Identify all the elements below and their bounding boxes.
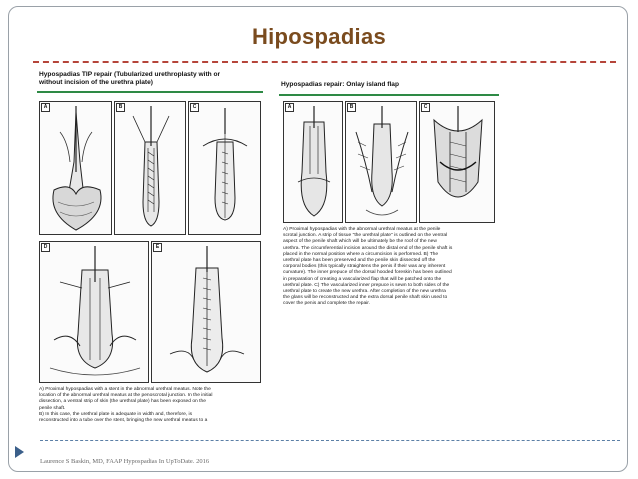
triangle-bullet-icon bbox=[15, 446, 24, 458]
tip-figure-title bbox=[39, 71, 220, 87]
tip-panel-a bbox=[39, 101, 112, 235]
tip-panel-d bbox=[39, 241, 149, 383]
tip-illustration-a bbox=[40, 102, 112, 235]
tip-caption-line4: penile shaft. bbox=[39, 405, 66, 411]
panel-label-a: A bbox=[41, 103, 50, 112]
onlay-caption-line13: cover the penis and complete the repair. bbox=[283, 301, 370, 307]
onlay-illustration-c bbox=[420, 102, 495, 223]
tip-caption-line6: reconstructed into a tube over the stent, bringing the new urethral meatus to a bbox=[39, 418, 208, 424]
onlay-caption-line5: placed in the normal position where a circumcision is performed. B) The bbox=[283, 251, 439, 257]
tip-panel-e bbox=[151, 241, 261, 383]
onlay-illustration-a bbox=[284, 102, 343, 223]
tip-figure-accent-bar bbox=[37, 91, 263, 93]
panel-label-d: D bbox=[41, 243, 50, 252]
tip-caption-line5: B) In this case, the urethral plate is adequate in width and, therefore, is bbox=[39, 411, 193, 417]
tip-caption-line3: dissection, a ventral strip of skin (the urethral plate) has been exposed on the bbox=[39, 399, 206, 405]
onlay-figure-accent-bar bbox=[279, 94, 499, 96]
onlay-flap-figure bbox=[279, 79, 499, 351]
onlay-illustration-b bbox=[346, 102, 417, 223]
onlay-figure-caption bbox=[283, 227, 497, 308]
onlay-caption-line12: the glans will be reconstructed and the extra dorsal penile shaft skin used to bbox=[283, 295, 448, 301]
onlay-caption-line3: aspect of the penile shaft which will be ultimately be the roof of the new bbox=[283, 239, 437, 245]
onlay-caption-line1: A) Proximal hypospadias with the abnormal urethral meatus at the penile bbox=[283, 227, 441, 232]
title-divider bbox=[33, 61, 616, 63]
panel-label-b: B bbox=[116, 103, 125, 112]
onlay-panel-a bbox=[283, 101, 343, 223]
tip-illustration-e bbox=[152, 242, 261, 383]
tip-caption-line1: A) Proximal hypospadias with a stent in the abnormal urethral meatus. Note the bbox=[39, 387, 211, 392]
onlay-caption-line11: urethral plate to create the new urethra. After completion of the new urethra bbox=[283, 289, 446, 295]
tip-figure-caption bbox=[39, 387, 263, 424]
tip-panel-b bbox=[114, 101, 186, 235]
panel-label-c: C bbox=[190, 103, 199, 112]
onlay-caption-line7: corporal bodies (this typically straightens the penis if their was any inherent bbox=[283, 264, 446, 270]
onlay-panel-c bbox=[419, 101, 495, 223]
tip-caption-line2: location of the abnormal urethral meatus at the penoscrotal junction. In the initial bbox=[39, 393, 213, 399]
onlay-panel-b bbox=[345, 101, 417, 223]
tip-figure-title-line1: Hypospadias TIP repair (Tubularized urethroplasty with or bbox=[39, 71, 221, 78]
slide-footer-citation: Laurence S Baskin, MD, FAAP Hypospadias In UpToDate. 2016 bbox=[40, 458, 210, 465]
onlay-panel-label-a: A bbox=[285, 103, 294, 112]
onlay-panel-label-c: C bbox=[421, 103, 430, 112]
onlay-figure-title: Hypospadias repair: Onlay island flap bbox=[281, 81, 399, 88]
footer-divider bbox=[40, 440, 620, 441]
tip-illustration-c bbox=[189, 102, 261, 235]
tip-panel-c bbox=[188, 101, 261, 235]
tip-illustration-b bbox=[115, 102, 186, 235]
onlay-caption-line9: in preparation of creating a vascularized flap that will be patched onto the bbox=[283, 276, 442, 282]
onlay-caption-line4: urethra. The circumferential incision around the distal end of the penile shaft is bbox=[283, 245, 453, 251]
tip-illustration-d bbox=[40, 242, 149, 383]
onlay-caption-line6: urethral plate has been preserved and the penile skin dissected off the bbox=[283, 258, 436, 264]
tip-figure-title-line2: without incision of the urethra plate) bbox=[39, 79, 153, 86]
panel-label-e: E bbox=[153, 243, 162, 252]
onlay-panel-label-b: B bbox=[347, 103, 356, 112]
onlay-caption-line2: scrotal junction. A strip of tissue "the urethral plate" is outlined on the ventral bbox=[283, 233, 448, 239]
tip-repair-figure bbox=[37, 71, 263, 435]
onlay-caption-line10: urethral plate. C) The vascularized inner prepuce is sewn to both sides of the bbox=[283, 282, 450, 288]
onlay-caption-line8: curvature). The inner prepuce of the dorsal hooded foreskin has been outlined bbox=[283, 270, 452, 276]
slide-title: Hipospadias bbox=[251, 24, 387, 49]
